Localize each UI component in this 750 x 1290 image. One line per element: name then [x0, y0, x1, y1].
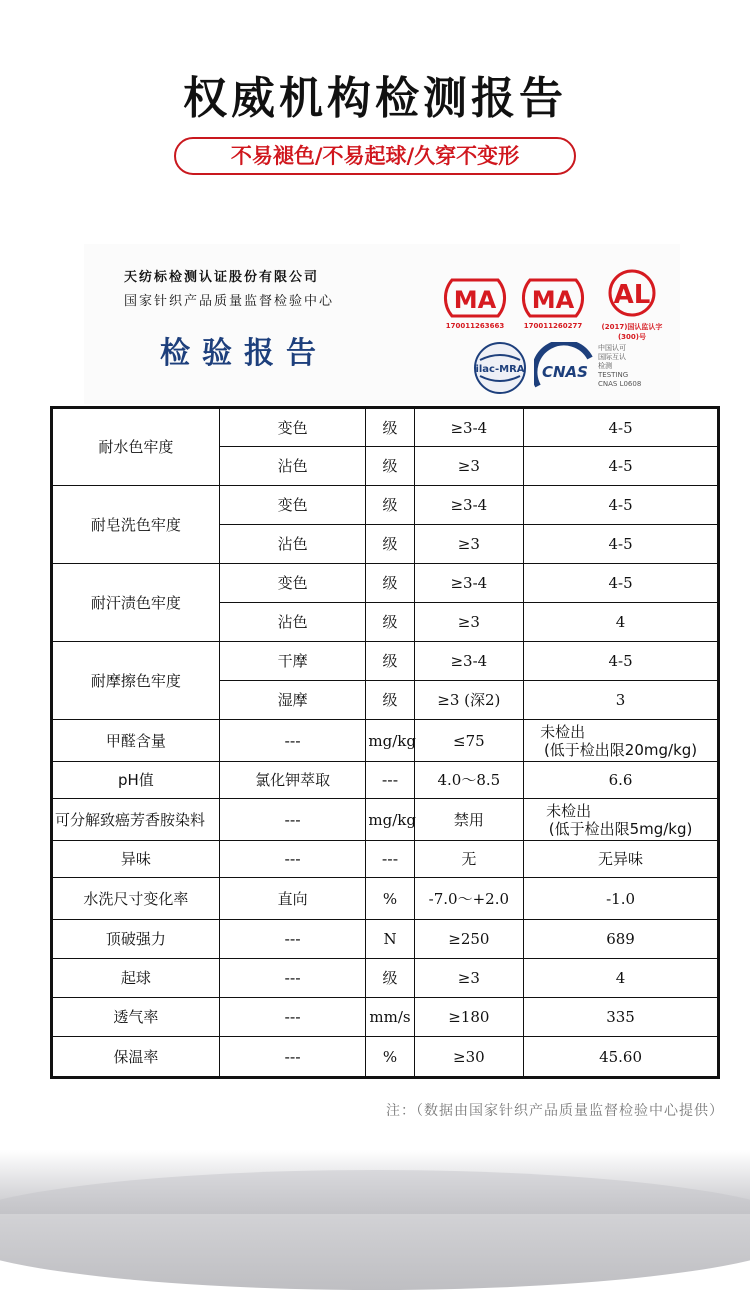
- requirement: ≥3-4: [414, 486, 523, 525]
- sub-item: 沾色: [219, 447, 366, 486]
- svg-text:ilac-MRA: ilac-MRA: [475, 364, 525, 375]
- result: 4-5: [524, 447, 719, 486]
- sub-item: 沾色: [219, 525, 366, 564]
- test-item: 透气率: [52, 998, 220, 1037]
- unit: 级: [366, 525, 414, 564]
- result: 未检出 (低于检出限20mg/kg): [524, 720, 719, 762]
- org-name: 天纺标检测认证股份有限公司: [124, 270, 320, 285]
- sub-item: ---: [219, 841, 366, 878]
- unit: mg/kg: [366, 799, 414, 841]
- requirement: 4.0～8.5: [414, 762, 523, 799]
- report-label: 检验报告: [160, 336, 328, 371]
- test-item: 甲醛含量: [52, 720, 220, 762]
- requirement: -7.0～+2.0: [414, 878, 523, 920]
- sub-item: ---: [219, 959, 366, 998]
- requirement: ≥3-4: [414, 564, 523, 603]
- sub-item: 变色: [219, 564, 366, 603]
- report-header: [84, 244, 680, 404]
- requirement: ≥3: [414, 959, 523, 998]
- test-item: pH值: [52, 762, 220, 799]
- svg-text:CNAS: CNAS: [542, 363, 588, 381]
- sub-item: 氯化钾萃取: [219, 762, 366, 799]
- sub-item: 沾色: [219, 603, 366, 642]
- test-item: 水洗尺寸变化率: [52, 878, 220, 920]
- cma-logo-icon: [442, 276, 508, 320]
- requirement: ≥3: [414, 603, 523, 642]
- requirement: ≥3-4: [414, 642, 523, 681]
- table-row: [52, 799, 719, 841]
- cal-logo-icon: [604, 268, 660, 318]
- unit: 级: [366, 959, 414, 998]
- result: 6.6: [524, 762, 719, 799]
- result: 4-5: [524, 525, 719, 564]
- result: 3: [524, 681, 719, 720]
- cnas-logo-icon: [534, 342, 594, 394]
- unit: mm/s: [366, 998, 414, 1037]
- result: 4: [524, 959, 719, 998]
- test-item: 起球: [52, 959, 220, 998]
- sub-item: 直向: [219, 878, 366, 920]
- unit: 级: [366, 642, 414, 681]
- unit: %: [366, 878, 414, 920]
- unit: 级: [366, 486, 414, 525]
- svg-text:MA: MA: [453, 286, 497, 314]
- sub-item: 干摩: [219, 642, 366, 681]
- result: 4-5: [524, 486, 719, 525]
- unit: 级: [366, 564, 414, 603]
- bottom-curve-decoration: [0, 1170, 750, 1290]
- table-row: [52, 642, 719, 681]
- sub-item: ---: [219, 920, 366, 959]
- result: 689: [524, 920, 719, 959]
- requirement: ≥3: [414, 447, 523, 486]
- unit: ---: [366, 762, 414, 799]
- unit: 级: [366, 408, 414, 447]
- test-item: 可分解致癌芳香胺染料: [52, 799, 220, 841]
- table-row: [52, 720, 719, 762]
- table-row: [52, 564, 719, 603]
- requirement: ≥3-4: [414, 408, 523, 447]
- table-row: [52, 408, 719, 447]
- cma-logo-icon: [520, 276, 586, 320]
- result: 无异味: [524, 841, 719, 878]
- unit: %: [366, 1037, 414, 1078]
- sub-item: ---: [219, 1037, 366, 1078]
- result: 未检出 (低于检出限5mg/kg): [524, 799, 719, 841]
- sub-item: 变色: [219, 408, 366, 447]
- test-item: 异味: [52, 841, 220, 878]
- feature-banner: 不易褪色/不易起球/久穿不变形: [174, 137, 576, 175]
- sub-item: 变色: [219, 486, 366, 525]
- unit: 级: [366, 603, 414, 642]
- test-item: 保温率: [52, 1037, 220, 1078]
- data-source-note: 注：（数据由国家针织产品质量监督检验中心提供）: [386, 1103, 724, 1119]
- ilac-mra-logo-icon: [472, 340, 528, 396]
- result: 4: [524, 603, 719, 642]
- test-item: 耐水色牢度: [52, 408, 220, 486]
- sub-item: 湿摩: [219, 681, 366, 720]
- test-item: 耐汗渍色牢度: [52, 564, 220, 642]
- unit: mg/kg: [366, 720, 414, 762]
- requirement: 无: [414, 841, 523, 878]
- table-row: [52, 1037, 719, 1078]
- unit: N: [366, 920, 414, 959]
- requirement: 禁用: [414, 799, 523, 841]
- result: 45.60: [524, 1037, 719, 1078]
- test-item: 耐皂洗色牢度: [52, 486, 220, 564]
- cnas-caption: 中国认可 国际互认 检测 TESTING CNAS L0608: [598, 344, 642, 388]
- requirement: ≥180: [414, 998, 523, 1037]
- cal-code: (2017)国认监认字(300)号: [601, 323, 663, 341]
- table-row: [52, 959, 719, 998]
- result: 335: [524, 998, 719, 1037]
- table-row: [52, 920, 719, 959]
- table-row: [52, 486, 719, 525]
- result: 4-5: [524, 642, 719, 681]
- table-row: [52, 841, 719, 878]
- unit: 级: [366, 681, 414, 720]
- table-row: [52, 998, 719, 1037]
- unit: 级: [366, 447, 414, 486]
- sub-item: ---: [219, 720, 366, 762]
- cma-code: 170011260277: [523, 322, 583, 330]
- requirement: ≥30: [414, 1037, 523, 1078]
- cma-code: 170011263663: [445, 322, 505, 330]
- requirement: ≥3 (深2): [414, 681, 523, 720]
- sub-item: ---: [219, 799, 366, 841]
- sub-item: ---: [219, 998, 366, 1037]
- unit: ---: [366, 841, 414, 878]
- test-item: 耐摩擦色牢度: [52, 642, 220, 720]
- result: 4-5: [524, 408, 719, 447]
- result: -1.0: [524, 878, 719, 920]
- result: 4-5: [524, 564, 719, 603]
- svg-text:AL: AL: [613, 280, 651, 310]
- table-row: [52, 762, 719, 799]
- org-center-name: 国家针织产品质量监督检验中心: [124, 294, 335, 309]
- svg-text:MA: MA: [531, 286, 575, 314]
- requirement: ≥3: [414, 525, 523, 564]
- test-item: 顶破强力: [52, 920, 220, 959]
- test-results-table: [50, 406, 720, 1079]
- table-row: [52, 878, 719, 920]
- requirement: ≤75: [414, 720, 523, 762]
- page-title: 权威机构检测报告: [183, 73, 567, 124]
- requirement: ≥250: [414, 920, 523, 959]
